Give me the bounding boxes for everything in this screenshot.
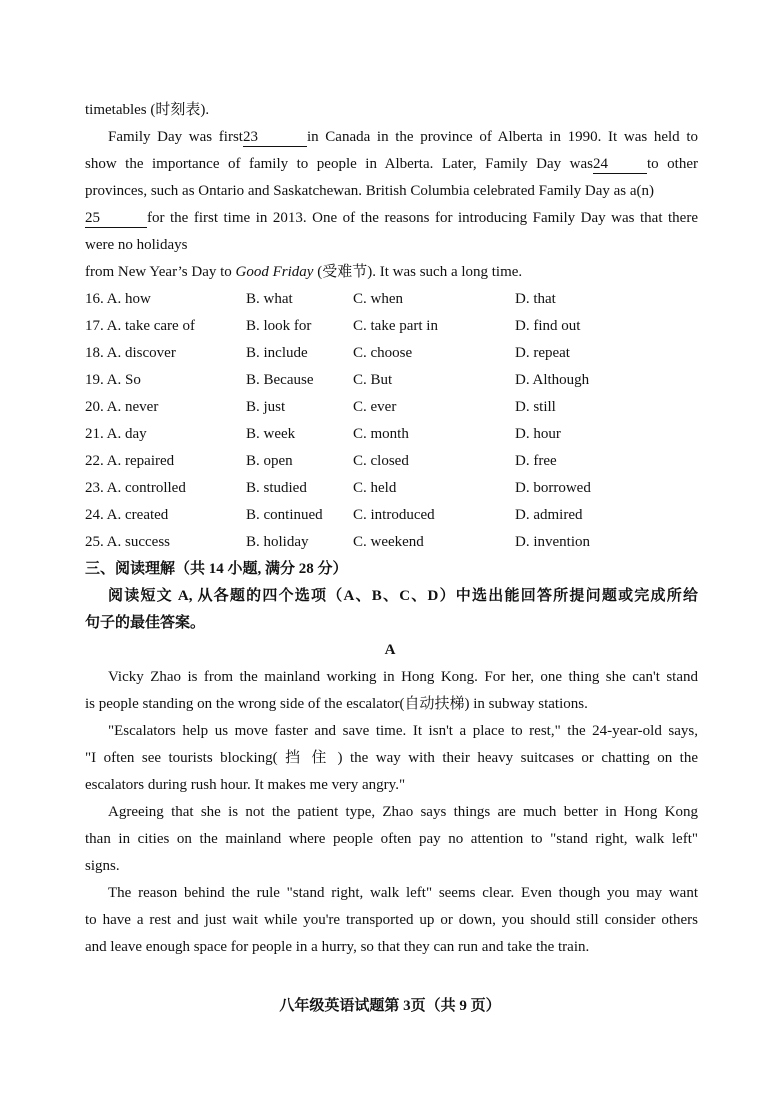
option-row-20	[85, 394, 698, 421]
cloze-line-6: were no holidays	[85, 237, 188, 253]
option-row-18	[85, 340, 698, 367]
good-friday-text: Good Friday	[235, 264, 314, 280]
option-row-24	[85, 502, 698, 529]
option-a: 21. A. day	[85, 426, 147, 442]
option-d: D. free	[515, 453, 557, 469]
option-d: D. repeat	[515, 345, 570, 361]
option-b: B. just	[246, 399, 286, 415]
cloze-text: show the importance of family to people in Alberta. Later, Family Day was	[85, 156, 593, 172]
option-b: B. holiday	[246, 534, 309, 550]
passage-line: than in cities on the mainland where people often pay no attention to "stand right, walk left"	[85, 831, 698, 847]
option-d: D. Although	[515, 372, 590, 388]
cloze-text: from New Year’s Day to	[85, 264, 236, 280]
option-a: 20. A. never	[85, 399, 159, 415]
option-c: C. when	[353, 291, 403, 307]
cloze-line-1: timetables (时刻表).	[85, 102, 210, 118]
option-a: 22. A. repaired	[85, 453, 175, 469]
passage-line: escalators during rush hour. It makes me very angry."	[85, 777, 406, 793]
option-a: 19. A. So	[85, 372, 141, 388]
option-c: C. choose	[353, 345, 413, 361]
option-c: C. month	[353, 426, 409, 442]
option-a: 16. A. how	[85, 291, 151, 307]
passage-line: is people standing on the wrong side of the escalator(自动扶梯) in subway stations.	[85, 696, 588, 712]
page-footer: 八年级英语试题第 3页（共 9 页）	[279, 998, 501, 1014]
cloze-text: (受难节). It was such a long time.	[313, 264, 523, 280]
passage-line: Agreeing that she is not the patient type, Zhao says things are much better in Hong Kong	[108, 804, 698, 820]
option-c: C. closed	[353, 453, 409, 469]
option-a: 17. A. take care of	[85, 318, 195, 334]
cloze-text: to other	[647, 156, 698, 172]
option-b: B. open	[246, 453, 293, 469]
cloze-line-2	[108, 124, 698, 151]
cloze-line-7	[85, 259, 698, 286]
passage-line: Vicky Zhao is from the mainland working in Hong Kong. For her, one thing she can't stand	[108, 669, 698, 685]
option-d: D. hour	[515, 426, 561, 442]
option-c: C. introduced	[353, 507, 435, 523]
section-instruction-cont: 句子的最佳答案。	[85, 615, 206, 631]
option-d: D. admired	[515, 507, 583, 523]
option-b: B. include	[246, 345, 308, 361]
option-d: D. find out	[515, 318, 581, 334]
option-c: C. weekend	[353, 534, 424, 550]
cloze-line-5	[85, 205, 698, 232]
passage-label: A	[384, 642, 396, 658]
passage-line: The reason behind the rule "stand right, walk left" seems clear. Even though you may want	[108, 885, 698, 901]
option-c: C. take part in	[353, 318, 438, 334]
section-heading: 三、阅读理解（共 14 小题, 满分 28 分）	[85, 561, 348, 577]
cloze-text: in Canada in the province of Alberta in 1990. It was held to	[306, 129, 698, 145]
option-row-21	[85, 421, 698, 448]
option-a: 18. A. discover	[85, 345, 176, 361]
blank-23: 23	[243, 129, 307, 147]
cloze-text: for the first time in 2013. One of the reasons for introducing Family Day was that there	[147, 210, 698, 226]
option-b: B. Because	[246, 372, 314, 388]
option-b: B. week	[246, 426, 296, 442]
option-b: B. look for	[246, 318, 312, 334]
option-a: 23. A. controlled	[85, 480, 186, 496]
option-row-16	[85, 286, 698, 313]
option-row-25	[85, 529, 698, 556]
option-row-22	[85, 448, 698, 475]
blank-24: 24	[593, 156, 647, 174]
section-instruction: 阅读短文 A, 从各题的四个选项（A、B、C、D）中选出能回答所提问题或完成所给	[108, 588, 698, 604]
option-d: D. invention	[515, 534, 590, 550]
option-c: C. ever	[353, 399, 397, 415]
option-b: B. continued	[246, 507, 323, 523]
passage-line: "I often see tourists blocking( 挡 住 ) the way with their heavy suitcases or chatting on the	[85, 750, 698, 766]
option-row-23	[85, 475, 698, 502]
option-c: C. held	[353, 480, 397, 496]
passage-line: and leave enough space for people in a hurry, so that they can run and take the train.	[85, 939, 590, 955]
cloze-line-3	[85, 151, 698, 178]
passage-line: to have a rest and just wait while you're transported up or down, you should still consider others	[85, 912, 698, 928]
option-c: C. But	[353, 372, 393, 388]
option-b: B. studied	[246, 480, 307, 496]
option-a: 25. A. success	[85, 534, 170, 550]
blank-25: 25	[85, 210, 147, 228]
passage-line: signs.	[85, 858, 120, 874]
cloze-line-4: provinces, such as Ontario and Saskatchewan. British Columbia celebrated Family Day as a(n)	[85, 183, 655, 199]
option-a: 24. A. created	[85, 507, 169, 523]
passage-line: "Escalators help us move faster and save time. It isn't a place to rest," the 24-year-old says,	[108, 723, 698, 739]
option-d: D. borrowed	[515, 480, 591, 496]
option-b: B. what	[246, 291, 293, 307]
option-d: D. still	[515, 399, 556, 415]
cloze-text: Family Day was first	[108, 129, 243, 145]
option-row-19	[85, 367, 698, 394]
option-d: D. that	[515, 291, 556, 307]
option-row-17	[85, 313, 698, 340]
